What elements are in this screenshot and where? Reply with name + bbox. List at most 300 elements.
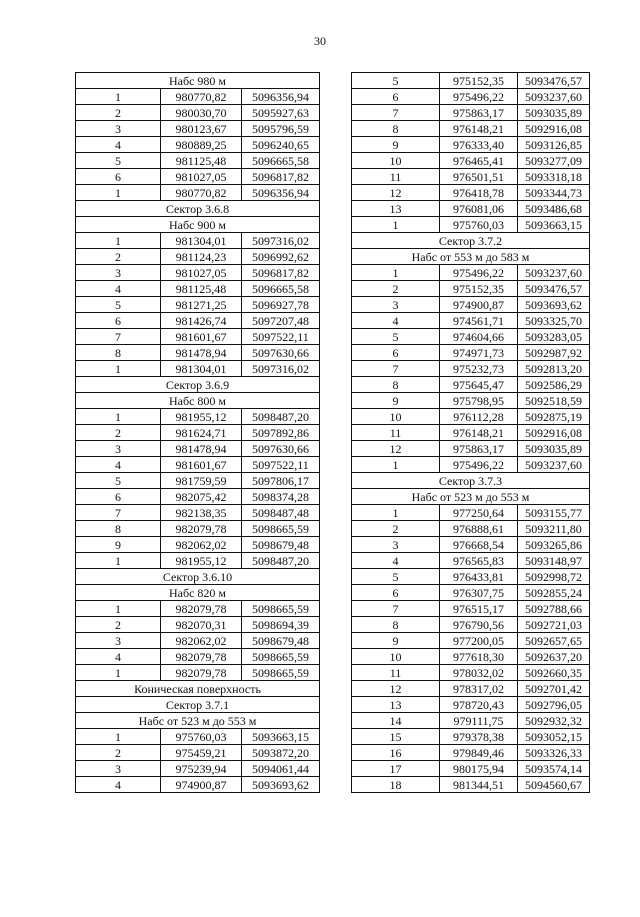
coordinate-x: 976307,75 [440,585,518,601]
coordinates-table-right [351,72,590,793]
coordinate-y: 5098665,59 [242,649,320,665]
section-heading: Сектор 3.7.3 [352,473,590,489]
table-row [76,297,320,313]
point-number: 12 [352,185,440,201]
table-row [76,345,320,361]
table-row [352,665,590,681]
coordinate-y: 5093237,60 [518,457,590,473]
coordinate-y: 5093035,89 [518,105,590,121]
point-number: 5 [352,329,440,345]
coordinate-y: 5096927,78 [242,297,320,313]
coordinate-x: 976112,28 [440,409,518,425]
coordinate-y: 5098487,20 [242,553,320,569]
coordinate-y: 5093476,57 [518,73,590,89]
section-heading-row [76,585,320,601]
coordinate-x: 981125,48 [161,153,242,169]
point-number: 2 [76,745,161,761]
point-number: 4 [76,777,161,793]
point-number: 1 [352,217,440,233]
coordinate-y: 5092875,19 [518,409,590,425]
coordinate-y: 5093052,15 [518,729,590,745]
coordinate-x: 981027,05 [161,265,242,281]
table-row [352,681,590,697]
coordinate-x: 981271,25 [161,297,242,313]
coordinate-y: 5097316,02 [242,361,320,377]
coordinate-y: 5093344,73 [518,185,590,201]
table-row [76,329,320,345]
coordinate-x: 979378,38 [440,729,518,745]
coordinate-x: 975496,22 [440,265,518,281]
table-row [76,233,320,249]
point-number: 3 [76,121,161,137]
coordinate-y: 5092660,35 [518,665,590,681]
point-number: 5 [352,73,440,89]
coordinate-y: 5093211,80 [518,521,590,537]
coordinate-y: 5092518,59 [518,393,590,409]
table-row [76,617,320,633]
point-number: 1 [352,505,440,521]
table-row [352,89,590,105]
coordinate-x: 980175,94 [440,761,518,777]
coordinate-x: 982138,35 [161,505,242,521]
coordinate-x: 981955,12 [161,409,242,425]
table-row [76,521,320,537]
point-number: 1 [352,457,440,473]
table-row [76,265,320,281]
coordinate-y: 5097522,11 [242,329,320,345]
coordinate-y: 5095796,59 [242,121,320,137]
coordinate-y: 5098665,59 [242,521,320,537]
point-number: 11 [352,425,440,441]
coordinate-y: 5094061,44 [242,761,320,777]
table-row [76,665,320,681]
coordinate-x: 975645,47 [440,377,518,393]
point-number: 5 [76,297,161,313]
table-row [352,265,590,281]
coordinate-x: 975459,21 [161,745,242,761]
coordinate-x: 981478,94 [161,441,242,457]
coordinate-y: 5092987,92 [518,345,590,361]
point-number: 6 [76,169,161,185]
section-heading: Сектор 3.7.2 [352,233,590,249]
point-number: 13 [352,201,440,217]
point-number: 1 [76,601,161,617]
section-heading: Сектор 3.6.9 [76,377,320,393]
coordinate-y: 5096356,94 [242,185,320,201]
coordinate-y: 5097316,02 [242,233,320,249]
table-row [352,505,590,521]
point-number: 3 [76,265,161,281]
point-number: 11 [352,169,440,185]
point-number: 4 [76,281,161,297]
coordinate-x: 981027,05 [161,169,242,185]
coordinate-y: 5092998,72 [518,569,590,585]
coordinate-y: 5098374,28 [242,489,320,505]
table-row [76,441,320,457]
coordinate-x: 975152,35 [440,281,518,297]
coordinate-y: 5092932,32 [518,713,590,729]
section-heading-row [352,249,590,265]
coordinate-y: 5092701,42 [518,681,590,697]
coordinate-y: 5097522,11 [242,457,320,473]
coordinate-y: 5098487,20 [242,409,320,425]
coordinate-x: 982075,42 [161,489,242,505]
coordinate-x: 975496,22 [440,89,518,105]
coordinate-y: 5097806,17 [242,473,320,489]
coordinate-x: 982079,78 [161,649,242,665]
coordinate-y: 5093126,85 [518,137,590,153]
section-heading-row [76,681,320,697]
coordinate-x: 976148,21 [440,425,518,441]
point-number: 11 [352,665,440,681]
coordinate-x: 981759,59 [161,473,242,489]
coordinate-x: 982079,78 [161,521,242,537]
coordinate-x: 974900,87 [161,777,242,793]
table-row [76,169,320,185]
table-left-body [76,73,320,793]
coordinate-y: 5093277,09 [518,153,590,169]
table-row [352,281,590,297]
coordinate-x: 980770,82 [161,89,242,105]
coordinate-x: 976081,06 [440,201,518,217]
point-number: 6 [76,489,161,505]
section-heading: Коническая поверхность [76,681,320,697]
table-row [352,569,590,585]
coordinate-y: 5098694,39 [242,617,320,633]
coordinate-y: 5093326,33 [518,745,590,761]
coordinate-y: 5097630,66 [242,345,320,361]
table-row [352,713,590,729]
point-number: 7 [352,601,440,617]
coordinate-y: 5098487,48 [242,505,320,521]
point-number: 15 [352,729,440,745]
table-row [352,297,590,313]
section-heading: Сектор 3.6.8 [76,201,320,217]
section-heading-row [76,713,320,729]
coordinate-y: 5093574,14 [518,761,590,777]
table-row [76,649,320,665]
coordinate-x: 981624,71 [161,425,242,441]
table-row [352,745,590,761]
table-row [352,777,590,793]
coordinate-y: 5093318,18 [518,169,590,185]
point-number: 5 [76,473,161,489]
table-row [76,745,320,761]
point-number: 7 [352,105,440,121]
point-number: 10 [352,153,440,169]
table-row [352,729,590,745]
point-number: 1 [76,185,161,201]
coordinate-y: 5092586,29 [518,377,590,393]
point-number: 3 [76,441,161,457]
table-row [352,105,590,121]
coordinate-x: 982079,78 [161,601,242,617]
table-row [76,89,320,105]
table-row [352,409,590,425]
coordinate-y: 5098665,59 [242,601,320,617]
table-row [76,777,320,793]
table-row [352,345,590,361]
coordinate-y: 5093476,57 [518,281,590,297]
point-number: 7 [76,505,161,521]
coordinate-y: 5098665,59 [242,665,320,681]
section-heading: Набс от 523 м до 553 м [352,489,590,505]
coordinate-x: 975863,17 [440,105,518,121]
table-row [76,361,320,377]
section-heading-row [352,233,590,249]
section-heading: Набс от 553 м до 583 м [352,249,590,265]
table-row [352,313,590,329]
table-row [76,601,320,617]
section-heading: Набс от 523 м до 553 м [76,713,320,729]
coordinate-x: 975496,22 [440,457,518,473]
coordinate-x: 976465,41 [440,153,518,169]
point-number: 14 [352,713,440,729]
table-row [76,409,320,425]
table-row [352,217,590,233]
point-number: 2 [76,617,161,633]
coordinate-y: 5093663,15 [242,729,320,745]
coordinate-x: 974604,66 [440,329,518,345]
table-row [352,73,590,89]
coordinate-x: 977200,05 [440,633,518,649]
coordinate-y: 5096817,82 [242,169,320,185]
coordinates-table-left [75,72,320,793]
coordinate-x: 979111,75 [440,713,518,729]
table-row [352,761,590,777]
coordinate-y: 5092916,08 [518,121,590,137]
section-heading-row [76,697,320,713]
coordinate-x: 975232,73 [440,361,518,377]
coordinate-x: 981304,01 [161,361,242,377]
table-row [76,457,320,473]
coordinate-x: 981955,12 [161,553,242,569]
coordinate-y: 5093693,62 [242,777,320,793]
table-row [352,537,590,553]
coordinate-x: 978032,02 [440,665,518,681]
section-heading-row [352,473,590,489]
coordinate-y: 5096665,58 [242,281,320,297]
table-row [76,537,320,553]
coordinate-y: 5092916,08 [518,425,590,441]
point-number: 7 [76,329,161,345]
point-number: 9 [76,537,161,553]
section-heading-row [76,377,320,393]
table-row [76,185,320,201]
point-number: 4 [76,649,161,665]
coordinate-x: 976888,61 [440,521,518,537]
point-number: 4 [76,457,161,473]
table-row [352,521,590,537]
point-number: 8 [76,521,161,537]
coordinate-y: 5092855,24 [518,585,590,601]
point-number: 1 [352,265,440,281]
coordinate-x: 974561,71 [440,313,518,329]
coordinate-y: 5093148,97 [518,553,590,569]
table-row [76,313,320,329]
table-row [76,153,320,169]
table-row [352,441,590,457]
section-heading: Набс 900 м [76,217,320,233]
coordinate-y: 5098679,48 [242,537,320,553]
coordinate-x: 975152,35 [440,73,518,89]
coordinate-x: 975760,03 [440,217,518,233]
coordinate-x: 981426,74 [161,313,242,329]
coordinate-x: 982070,31 [161,617,242,633]
page-number: 30 [314,34,326,48]
table-row [76,121,320,137]
coordinate-y: 5093237,60 [518,265,590,281]
table-row [352,553,590,569]
point-number: 6 [76,313,161,329]
point-number: 3 [352,537,440,553]
coordinate-y: 5096240,65 [242,137,320,153]
table-row [76,473,320,489]
point-number: 2 [352,521,440,537]
coordinate-y: 5092813,20 [518,361,590,377]
coordinate-y: 5097630,66 [242,441,320,457]
coordinate-x: 976565,83 [440,553,518,569]
table-row [76,489,320,505]
coordinate-x: 980030,70 [161,105,242,121]
point-number: 9 [352,633,440,649]
coordinate-x: 977250,64 [440,505,518,521]
table-row [76,281,320,297]
point-number: 9 [352,137,440,153]
point-number: 6 [352,89,440,105]
coordinate-y: 5097892,86 [242,425,320,441]
point-number: 8 [352,121,440,137]
coordinate-x: 982062,02 [161,537,242,553]
point-number: 1 [76,665,161,681]
coordinate-x: 976790,56 [440,617,518,633]
point-number: 4 [76,137,161,153]
section-heading-row [76,569,320,585]
coordinate-x: 975798,95 [440,393,518,409]
table-row [76,633,320,649]
coordinate-y: 5097207,48 [242,313,320,329]
table-row [76,137,320,153]
table-row [352,633,590,649]
coordinate-x: 977618,30 [440,649,518,665]
point-number: 12 [352,681,440,697]
point-number: 6 [352,345,440,361]
point-number: 1 [76,361,161,377]
coordinate-x: 976418,78 [440,185,518,201]
table-right-body [352,73,590,793]
point-number: 18 [352,777,440,793]
table-row [352,585,590,601]
coordinate-x: 975239,94 [161,761,242,777]
table-row [76,505,320,521]
coordinate-y: 5096356,94 [242,89,320,105]
coordinate-y: 5093035,89 [518,441,590,457]
coordinate-y: 5096992,62 [242,249,320,265]
coordinate-y: 5094560,67 [518,777,590,793]
table-row [352,137,590,153]
section-heading: Сектор 3.7.1 [76,697,320,713]
point-number: 2 [352,281,440,297]
coordinate-y: 5092721,03 [518,617,590,633]
coordinate-y: 5093325,70 [518,313,590,329]
coordinate-x: 981304,01 [161,233,242,249]
section-heading-row [76,201,320,217]
table-row [352,393,590,409]
table-row [76,729,320,745]
point-number: 1 [76,553,161,569]
table-row [76,761,320,777]
point-number: 1 [76,409,161,425]
coordinate-x: 980123,67 [161,121,242,137]
coordinate-y: 5093663,15 [518,217,590,233]
coordinate-x: 982062,02 [161,633,242,649]
section-heading: Набс 820 м [76,585,320,601]
coordinate-y: 5093283,05 [518,329,590,345]
point-number: 4 [352,313,440,329]
coordinate-y: 5093265,86 [518,537,590,553]
point-number: 9 [352,393,440,409]
coordinate-y: 5092637,20 [518,649,590,665]
section-heading: Набс 980 м [76,73,320,89]
coordinate-x: 982079,78 [161,665,242,681]
table-row [352,169,590,185]
table-row [352,201,590,217]
coordinate-x: 976515,17 [440,601,518,617]
coordinate-y: 5093237,60 [518,89,590,105]
point-number: 1 [76,233,161,249]
coordinate-y: 5092657,65 [518,633,590,649]
point-number: 3 [352,297,440,313]
coordinate-y: 5093872,20 [242,745,320,761]
table-row [352,617,590,633]
coordinate-x: 981478,94 [161,345,242,361]
table-row [76,553,320,569]
coordinate-y: 5098679,48 [242,633,320,649]
coordinate-x: 981601,67 [161,457,242,473]
coordinate-x: 974971,73 [440,345,518,361]
coordinate-y: 5093486,68 [518,201,590,217]
coordinate-x: 974900,87 [440,297,518,313]
section-heading-row [76,73,320,89]
point-number: 16 [352,745,440,761]
point-number: 2 [76,105,161,121]
point-number: 17 [352,761,440,777]
coordinate-y: 5096665,58 [242,153,320,169]
point-number: 5 [76,153,161,169]
table-row [352,185,590,201]
point-number: 12 [352,441,440,457]
coordinate-x: 978720,43 [440,697,518,713]
coordinate-x: 975863,17 [440,441,518,457]
coordinate-x: 979849,46 [440,745,518,761]
point-number: 6 [352,585,440,601]
table-row [352,329,590,345]
coordinate-x: 976333,40 [440,137,518,153]
coordinate-y: 5095927,63 [242,105,320,121]
coordinate-x: 981344,51 [440,777,518,793]
section-heading-row [76,217,320,233]
coordinate-y: 5092796,05 [518,697,590,713]
table-row [352,649,590,665]
table-row [352,697,590,713]
point-number: 2 [76,425,161,441]
point-number: 3 [76,633,161,649]
point-number: 1 [76,729,161,745]
coordinate-x: 981125,48 [161,281,242,297]
coordinate-x: 976501,51 [440,169,518,185]
point-number: 8 [76,345,161,361]
point-number: 8 [352,377,440,393]
